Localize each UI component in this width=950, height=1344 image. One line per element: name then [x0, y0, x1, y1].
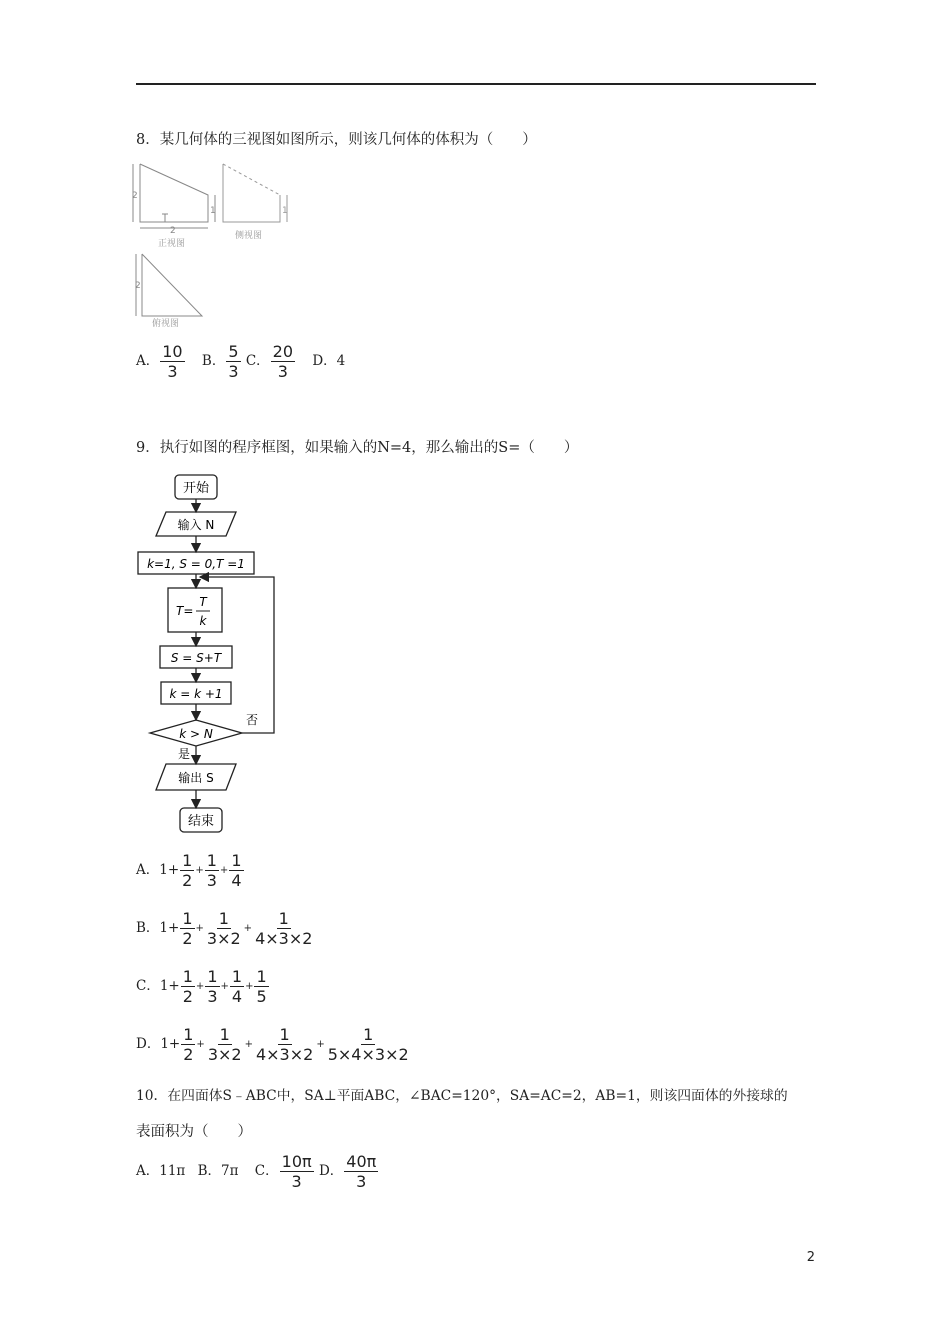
top-view-label: 俯视图 — [152, 319, 180, 329]
q8-option-c[interactable]: C． $\frac{20}{3}$ — [245, 342, 294, 381]
page-number: 2 — [806, 1250, 815, 1265]
q8-option-d[interactable]: D．4 — [312, 353, 346, 369]
side-view-label: 侧视图 — [235, 231, 263, 241]
q10-option-d[interactable]: D． $\frac{40\pi}{3}$ — [318, 1152, 377, 1191]
flow-t-num: T — [199, 595, 207, 609]
q10-option-a[interactable]: A．11π — [136, 1163, 186, 1179]
q9-option-b[interactable]: B．1+ $\frac{1}{2}$ + $\frac{1}{3\times 2}$ + $\frac{1}{4\times 3\times 2}$ — [136, 909, 313, 948]
top-view — [136, 254, 202, 316]
q9-option-a[interactable]: A．1+ $\frac{1}{2}$ + $\frac{1}{3}$ + $\frac{1}{4}$ — [136, 851, 242, 890]
q9-stem: 9．执行如图的程序框图，如果输入的N=4，那么输出的S=（ ） — [136, 440, 579, 456]
flow-t-left: T= — [176, 604, 194, 618]
q10-option-b[interactable]: B．7π — [197, 1163, 239, 1179]
q8-three-views — [130, 158, 300, 333]
q9-flowchart — [130, 468, 300, 840]
q8-option-b[interactable]: B． $\frac{5}{3}$ — [201, 342, 239, 381]
front-view — [133, 164, 215, 228]
flow-t-den: k — [199, 614, 207, 628]
flow-start-label: 开始 — [182, 481, 210, 496]
flow-yes-label: 是 — [178, 747, 191, 761]
side-right-label: 1 — [282, 206, 288, 216]
q10-stem-line2: 表面积为（ ） — [136, 1124, 252, 1140]
fraction: $\frac{20}{3}$ — [272, 342, 294, 381]
flow-init-label: k=1, S = 0,T =1 — [147, 557, 245, 571]
q10-option-c[interactable]: C． $\frac{10\pi}{3}$ — [254, 1152, 312, 1191]
q8-options — [136, 342, 345, 381]
q10-options — [136, 1152, 379, 1191]
front-right-label: 1 — [210, 206, 216, 216]
front-height-label: 2 — [132, 191, 138, 201]
q8-stem: 8．某几何体的三视图如图所示，则该几何体的体积为（ ） — [136, 132, 537, 148]
flow-input-label: 输入 N — [177, 518, 215, 532]
flow-no-label: 否 — [246, 713, 259, 727]
header-rule — [136, 83, 816, 85]
flow-k-label: k = k +1 — [169, 687, 223, 701]
fraction: $\frac{5}{3}$ — [228, 342, 239, 381]
q10-stem-line1: 10．在四面体S﹣ABC中，SA⊥平面ABC，∠BAC=120°，SA=AC=2，AB=1，则该四面体的外接球的 — [136, 1088, 788, 1104]
flow-cond-label: k > N — [179, 727, 213, 741]
front-view-label: 正视图 — [158, 239, 186, 249]
q9-option-d[interactable]: D．1+ $\frac{1}{2}$ + $\frac{1}{3\times 2}$ + $\frac{1}{4\times 3\times 2}$ + $\frac{1}{5\times 4\times 3\times 2}$ — [136, 1025, 409, 1064]
flow-end-label: 结束 — [187, 814, 215, 829]
front-width-label: 2 — [170, 226, 176, 236]
q9-option-c[interactable]: C．1+ $\frac{1}{2}$ + $\frac{1}{3}$ + $\frac{1}{4}$ + $\frac{1}{5}$ — [136, 967, 267, 1006]
fraction: $\frac{10}{3}$ — [162, 342, 183, 381]
flow-output-label: 输出 S — [178, 771, 214, 785]
side-view — [223, 164, 287, 222]
q8-option-a[interactable]: A． $\frac{10}{3}$ — [136, 342, 183, 381]
top-height-label: 2 — [135, 281, 141, 291]
flow-s-label: S = S+T — [170, 651, 222, 665]
